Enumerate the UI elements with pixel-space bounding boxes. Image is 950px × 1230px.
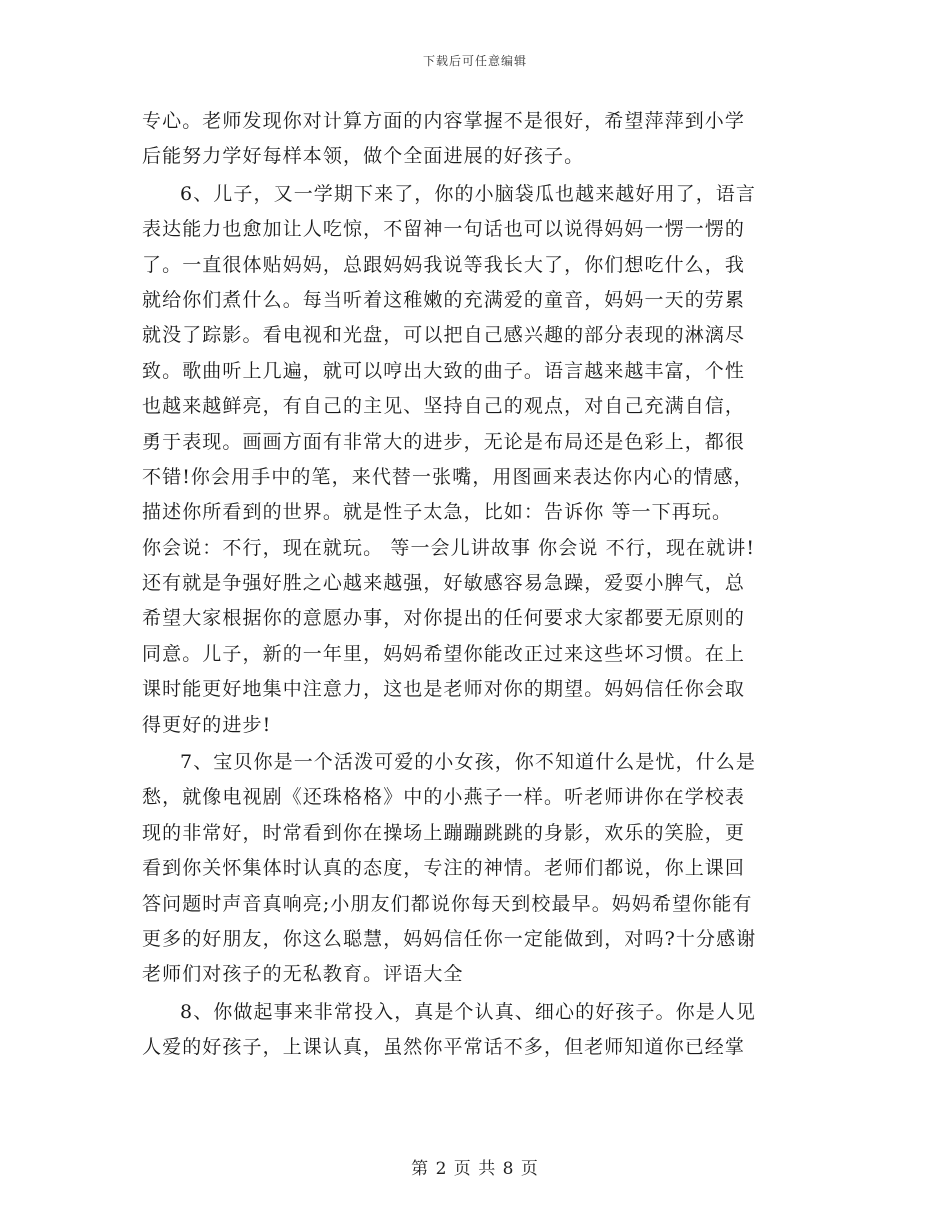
text-line: 了。一直很体贴妈妈，总跟妈妈我说等我长大了，你们想吃什么，我 (142, 253, 746, 276)
text-line: 同意。儿子，新的一年里，妈妈希望你能改正过来这些坏习惯。在上 (142, 642, 746, 665)
text-line: 表达能力也愈加让人吃惊，不留神一句话也可以说得妈妈一愣一愣的 (142, 218, 746, 241)
text-line: 还有就是争强好胜之心越来越强，好敏感容易急躁，爱耍小脾气，总 (142, 572, 746, 595)
text-line: 得更好的进步! (142, 713, 272, 736)
text-line: 老师们对孩子的无私教育。评语大全 (142, 963, 464, 986)
text-line: 课时能更好地集中注意力，这也是老师对你的期望。妈妈信任你会取 (142, 678, 746, 701)
paragraph-start-8: 8、你做起事来非常投入，真是个认真、细心的好孩子。你是人见 (180, 1000, 756, 1023)
text-line: 更多的好朋友，你这么聪慧，妈妈信任你一定能做到，对吗?十分感谢 (142, 927, 757, 950)
text-line: 勇于表现。画画方面有非常大的进步，无论是布局还是色彩上，都很 (142, 430, 746, 453)
text-line: 就没了踪影。看电视和光盘，可以把自己感兴趣的部分表现的淋漓尽 (142, 324, 746, 347)
text-line: 致。歌曲听上几遍，就可以哼出大致的曲子。语言越来越丰富，个性 (142, 359, 746, 382)
text-line: 答问题时声音真响亮;小朋友们都说你每天到校最早。妈妈希望你能有 (142, 892, 753, 915)
page-header: 下载后可任意编辑 (422, 54, 527, 68)
text-line: 你会说：不行，现在就玩。 等一会儿讲故事 你会说 不行，现在就讲! (142, 536, 756, 559)
text-line: 也越来越鲜亮，有自己的主见、坚持自己的观点，对自己充满自信， (142, 395, 746, 418)
page-number: 第 2 页 共 8 页 (411, 1159, 539, 1179)
paragraph-start-7: 7、宝贝你是一个活泼可爱的小女孩，你不知道什么是忧，什么是 (180, 751, 756, 774)
text-line: 看到你关怀集体时认真的态度，专注的神情。老师们都说，你上课回 (142, 857, 746, 880)
text-line: 专心。老师发现你对计算方面的内容掌握不是很好，希望萍萍到小学 (142, 110, 746, 132)
text-line: 就给你们煮什么。每当听着这稚嫩的充满爱的童音，妈妈一天的劳累 (142, 288, 746, 311)
text-line: 愁，就像电视剧《还珠格格》中的小燕子一样。听老师讲你在学校表 (142, 786, 746, 809)
text-line: 希望大家根据你的意愿办事，对你提出的任何要求大家都要无原则的 (142, 607, 746, 630)
text-line: 人爱的好孩子，上课认真，虽然你平常话不多，但老师知道你已经掌 (142, 1036, 746, 1059)
text-line: 现的非常好，时常看到你在操场上蹦蹦跳跳的身影，欢乐的笑脸，更 (142, 821, 746, 844)
paragraph-start-6: 6、儿子，又一学期下来了，你的小脑袋瓜也越来越好用了，语言 (180, 182, 756, 205)
document-body (142, 104, 810, 1066)
text-line: 不错!你会用手中的笔，来代替一张嘴，用图画来表达你内心的情感， (142, 465, 754, 488)
text-line: 描述你所看到的世界。就是性子太急，比如：告诉你 等一下再玩。 (142, 501, 733, 524)
text-line: 后能努力学好每样本领，做个全面进展的好孩子。 (142, 145, 585, 168)
